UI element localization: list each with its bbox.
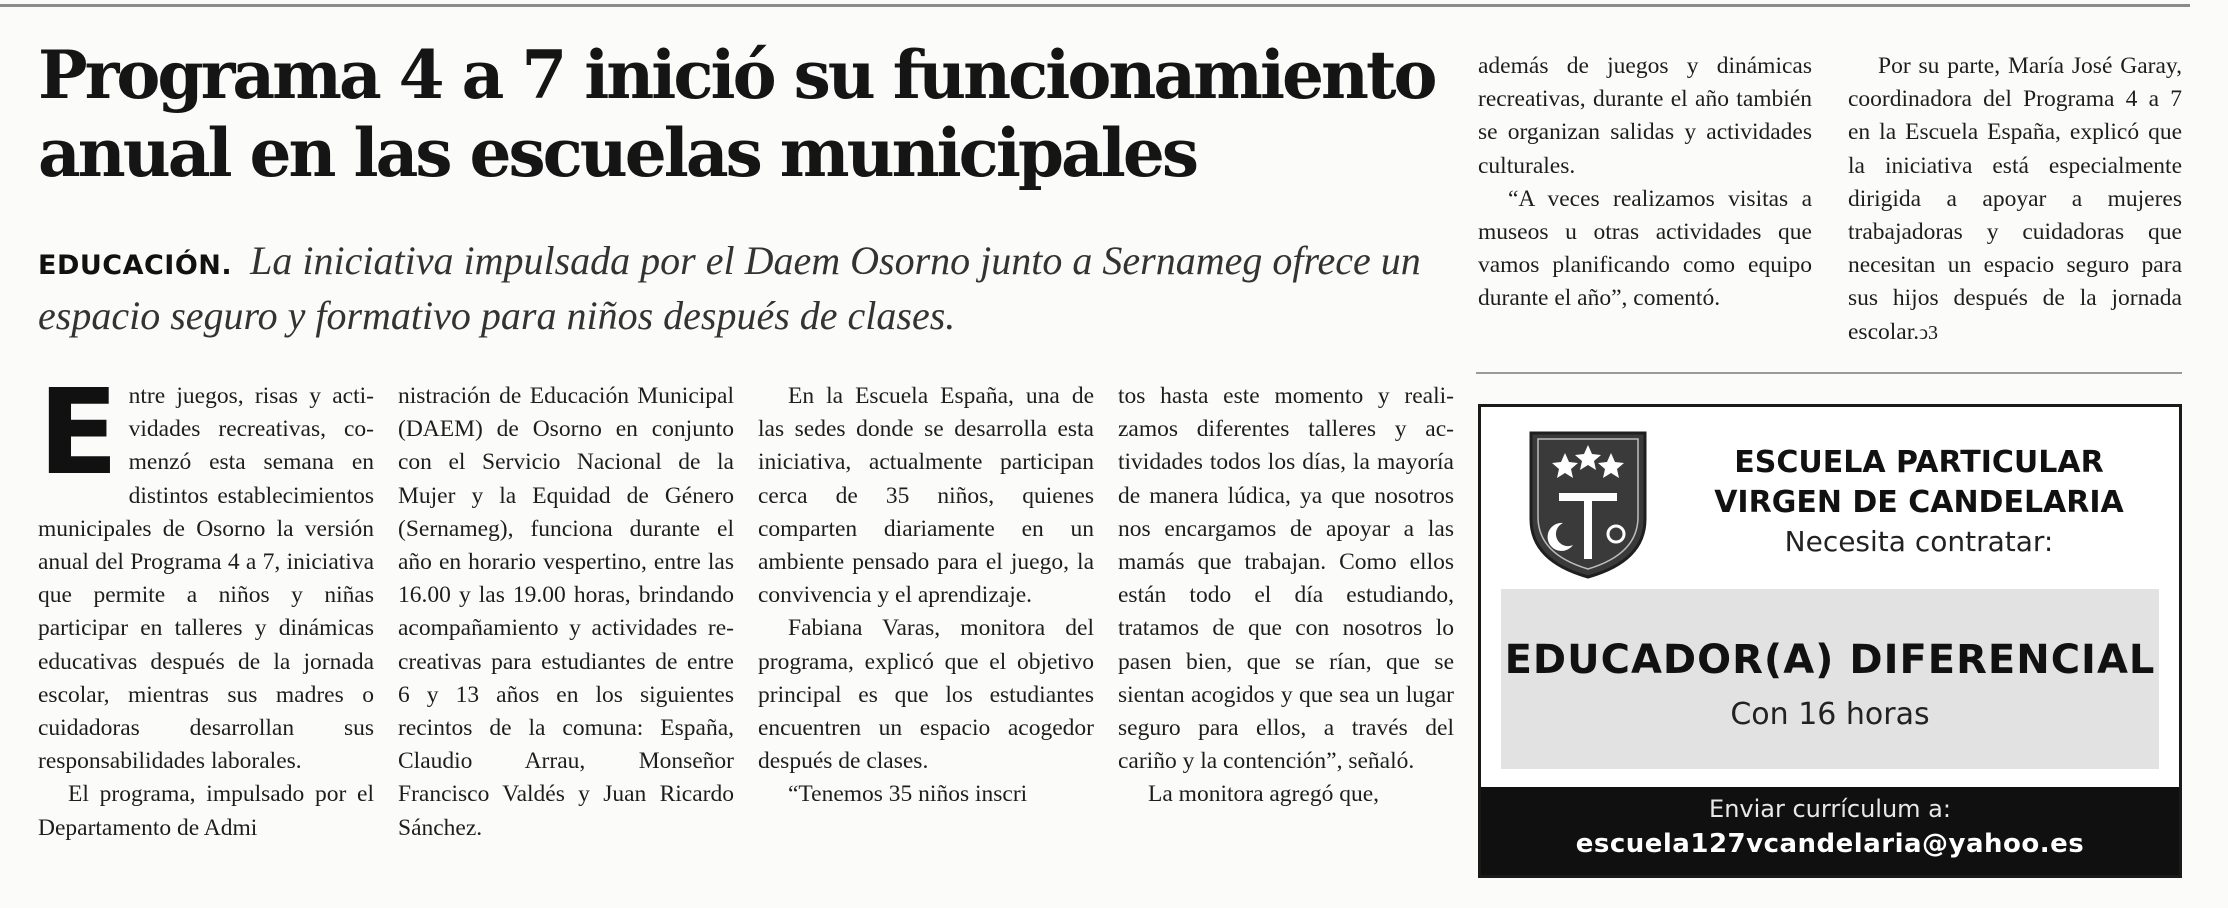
paragraph: además de juegos y dinámicas recreativas, durante el año también se organizan salidas y actividades culturales. xyxy=(1478,53,1812,179)
article-column-3 xyxy=(758,380,1094,812)
school-name xyxy=(1689,443,2149,523)
paragraph: Fabiana Varas, monitora del programa, explicó que el objetivo principal es que los estudiantes encuentren un espacio acogedor después de clases. xyxy=(758,615,1094,775)
paragraph: nistración de Educación Municipal (DAEM) de Osorno en conjunto con el Servicio Nacional de la Mujer y la Equidad de Género (Sernameg), funciona durante el año en horario vespertino, entre las 16.00 y las 19.00 horas, brindando acompañamiento y actividades recreativas para estudiantes de entre 6 y 13 años en los siguientes recintos de la comuna: España, Claudio Arrau, Monseñor Francisco Valdés y Juan Ricardo Sánchez. xyxy=(398,383,734,841)
paragraph-text: Por su parte, María José Garay, coordinadora del Programa 4 a 7 en la Escuela España, explicó que la iniciativa está especialmente dirigida a apoyar a mujeres trabajadoras y cuidadoras que necesitan un espacio seguro para sus hijos después de la jornada escolar. xyxy=(1848,53,2182,345)
contact-bar xyxy=(1481,787,2179,875)
end-mark: ↄ3 xyxy=(1919,321,1939,344)
school-crest-icon xyxy=(1523,427,1653,581)
column-divider xyxy=(1476,372,2182,374)
paragraph: tos hasta este momento y realizamos diferentes talleres y actividades todos los días, la mayoría de manera lúdica, ya que nosotros nos encargamos de apoyar a las mamás que trabajan. Como ellos están todo el día estudiando, tratamos de que con nosotros lo pasen bien, que se rían, que se sientan acogidos y que sea un lugar seguro para ellos, a través del cariño y la contención”, señaló. xyxy=(1118,383,1454,775)
headline-line-2: anual en las escuelas municipales xyxy=(38,114,1197,192)
position-box xyxy=(1501,589,2159,769)
paragraph: En la Escuela España, una de las sedes donde se desarrolla esta iniciativa, actualmente participan cerca de 35 niños, quienes comparten diariamente en un ambiente pensado para el juego, la convivencia y el aprendizaje. xyxy=(758,383,1094,609)
contact-email: escuela127vcandelaria@yahoo.es xyxy=(1575,829,2085,859)
paragraph-text: ntre juegos, risas y actividades recreativas, comenzó esta semana en distintos establecimientos municipales de Osorno la versión anual del Programa 4 a 7, iniciativa que permite a niños y niñas participar en talleres y dinámicas educativas después de la jornada escolar, mientras sus madres o cuidadoras desarrollan sus responsabilidades laborales. xyxy=(38,383,374,775)
job-advertisement xyxy=(1478,404,2182,878)
hiring-label: Necesita contratar: xyxy=(1784,525,2054,558)
article-column-5 xyxy=(1478,50,1812,316)
paragraph: “A veces realizamos visitas a museos u otras actividades que vamos planificando como equipo durante el año”, comentó. xyxy=(1478,185,1812,312)
article-column-2 xyxy=(398,380,734,845)
paragraph: El programa, impulsado por el Departamento de Admi xyxy=(38,781,374,841)
school-name-line-1: ESCUELA PARTICULAR xyxy=(1734,445,2104,480)
lede xyxy=(38,236,1458,341)
position-hours: Con 16 horas xyxy=(1730,697,1930,732)
top-rule xyxy=(0,4,2190,7)
headline-line-1: Programa 4 a 7 inició su funcionamiento xyxy=(38,36,1435,114)
paragraph xyxy=(1848,50,2182,350)
school-name-line-2: VIRGEN DE CANDELARIA xyxy=(1714,485,2124,520)
send-cv-label: Enviar currículum a: xyxy=(1709,795,1951,823)
article-column-6 xyxy=(1848,50,2182,350)
drop-cap: E xyxy=(38,363,119,501)
paragraph: “Tenemos 35 niños inscri xyxy=(788,781,1028,808)
section-label: EDUCACIÓN. xyxy=(38,250,233,281)
article-column-1 xyxy=(38,363,374,845)
paragraph: La monitora agregó que, xyxy=(1148,781,1379,808)
headline xyxy=(38,36,1458,192)
dek: La iniciativa impulsada por el Daem Osorno junto a Sernameg ofrece un espacio seguro y formativo para niños después de clases. xyxy=(38,238,1421,338)
paragraph xyxy=(38,363,374,778)
position-title: EDUCADOR(A) DIFERENCIAL xyxy=(1504,637,2156,683)
article-column-4 xyxy=(1118,380,1454,812)
